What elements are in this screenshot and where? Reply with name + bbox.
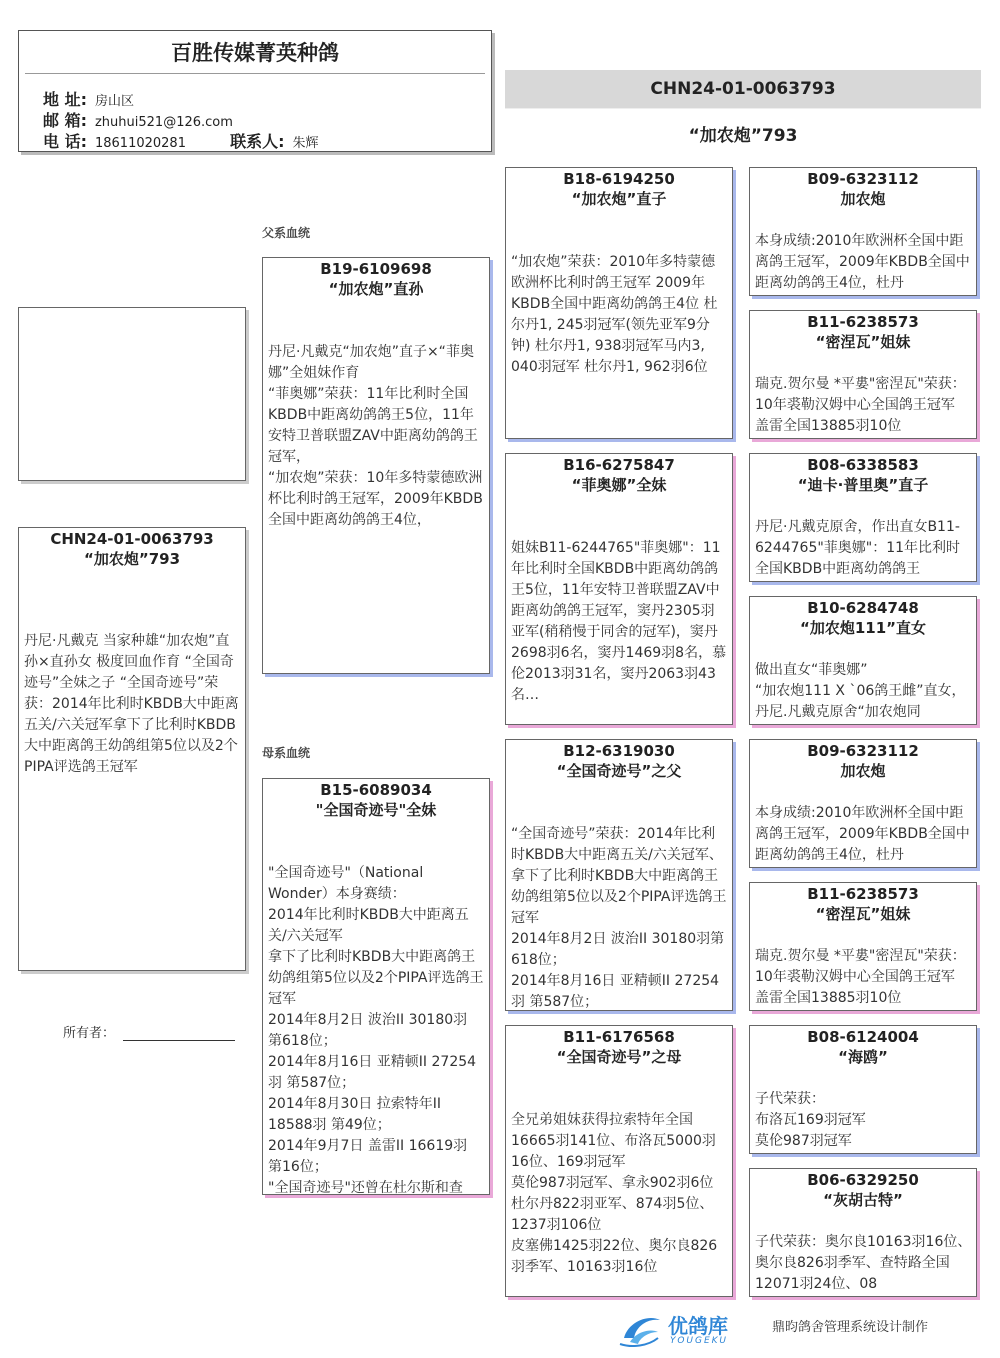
great-grandparent-name: “加农炮111”直女	[799, 619, 927, 637]
owner-signature-line	[123, 1028, 235, 1041]
great-grandparent-description: 子代荣获：奥尔良10163羽16位、奥尔良826羽季军、查特路全国12071羽24位、08	[755, 1234, 972, 1292]
great-grandparent-card	[749, 1025, 977, 1154]
address-value: 房山区	[94, 94, 134, 109]
grandparent-name: “菲奥娜”全妹	[571, 476, 667, 494]
great-grandparent-description: 做出直女“菲奥娜” “加农炮111 X `06鸽王雌”直女，丹尼.凡戴克原舍“加农炮同	[755, 662, 966, 720]
granddam-maternal-card	[505, 1025, 733, 1297]
address-label: 地 址:	[43, 90, 87, 109]
grandparent-ring: B12-6319030	[563, 742, 675, 760]
contact-label: 联系人:	[230, 132, 285, 151]
great-grandparent-description: 本身成绩:2010年欧洲杯全国中距离鸽王冠军，2009年KBDB全国中距离幼鸽鸽王4位，杜丹	[755, 233, 970, 291]
great-grandparent-card	[749, 596, 977, 725]
grandparent-name: “加农炮”直子	[571, 190, 667, 208]
address-row	[43, 87, 134, 110]
dam-name: "全国奇迹号"全妹	[315, 801, 437, 819]
great-grandparent-description: 本身成绩:2010年欧洲杯全国中距离鸽王冠军，2009年KBDB全国中距离幼鸽鸽王4位，杜丹	[755, 805, 970, 863]
grandparent-name: “全国奇迹号”之母	[556, 1048, 682, 1066]
grandparent-description: 全兄弟姐妹获得拉索特年全国16665羽141位、布洛瓦5000羽16位、169羽冠军 莫伦987羽冠军、拿永902羽6位 杜尔丹822羽亚军、874羽5位、1237羽106位 皮塞佛1425羽22位、奥尔良826羽季军、10163羽16位	[511, 1112, 718, 1275]
great-grandparent-name: “密涅瓦”姐妹	[815, 333, 911, 351]
yougeku-logo	[618, 1308, 764, 1350]
dam-ring: B15-6089034	[320, 781, 432, 799]
sire-description: 丹尼·凡戴克“加农炮”直子×“菲奥娜”全姐妹作育 “菲奥娜”荣获：11年比利时全国KBDB中距离幼鸽鸽王5位，11年安特卫普联盟ZAV中距离幼鸽鸽王冠军， “加农炮”荣获：10年多特蒙德欧洲杯比利时鸽王冠军，2009年KBDB全国中距离幼鸽鸽王4位，	[268, 344, 483, 528]
grandparent-ring: B18-6194250	[563, 170, 675, 188]
grandparent-description: 姐妹B11-6244765"菲奥娜"：11年比利时全国KBDB中距离幼鸽鸽王5位，11年安特卫普联盟ZAV中距离幼鸽鸽王冠军，窦丹2305羽亚军(稍稍慢于同舍的冠军)，窦丹2698羽6名，窦丹1469羽8名，慕伦2013羽31名，窦丹2063羽43名…	[511, 540, 727, 703]
banner-divider	[505, 108, 981, 109]
great-grandparent-card	[749, 453, 977, 582]
dam-description: "全国奇迹号"（National Wonder）本身赛绩： 2014年比利时KBDB大中距离五关/六关冠军 拿下了比利时KBDB大中距离鸽王幼鸽组第5位以及2个PIPA评选鸽王冠军 2014年8月2日 波治II 30180羽 第618位； 2014年8月16日 亚精顿II 27254羽 第587位； 2014年8月30日 拉索特年II 18588羽 第49位； 2014年9月7日 盖雷II 16619羽 第16位； "全国奇迹号"还曾在杜尔斯和查	[268, 865, 484, 1195]
great-grandparent-name: “迪卡·普里奥”直子	[797, 476, 929, 494]
grandparent-description: “加农炮”荣获：2010年多特蒙德欧洲杯比利时鸽王冠军 2009年KBDB全国中距离幼鸽鸽王4位 杜尔丹1, 245羽冠军(领先亚军9分钟) 杜尔丹1, 938羽冠军马内3, 040羽冠军 杜尔丹1, 962羽6位	[511, 254, 718, 375]
great-grandparent-description: 丹尼·凡戴克原舍，作出直女B11-6244765"菲奥娜"：11年比利时全国KBDB中距离幼鸽鸽王	[755, 519, 961, 577]
subject-card-ring: CHN24-01-0063793	[50, 530, 214, 548]
bird-swirl-icon	[618, 1308, 664, 1348]
phone-value: 18611020281	[94, 136, 186, 151]
footer-credit: 鼎昀鸽舍管理系统设计制作	[772, 1320, 929, 1335]
owner-label: 所有者：	[63, 1026, 116, 1041]
grandparent-ring: B11-6176568	[563, 1028, 675, 1046]
great-grandparent-name: “海鸥”	[838, 1048, 888, 1066]
email-row	[43, 108, 233, 131]
great-grandparent-ring: B09-6323112	[807, 742, 919, 760]
great-grandparent-ring: B06-6329250	[807, 1171, 919, 1189]
grandparent-ring: B16-6275847	[563, 456, 675, 474]
subject-card-name: “加农炮”793	[83, 550, 181, 568]
breeder-title: 百胜传媒菁英种鸽	[171, 41, 339, 65]
pigeon-photo-frame	[18, 307, 246, 481]
great-grandparent-ring: B09-6323112	[807, 170, 919, 188]
great-grandparent-name: 加农炮	[840, 762, 886, 780]
logo-subtext: YOUGEKU	[670, 1336, 729, 1346]
subject-card-description: 丹尼·凡戴克 当家种雄“加农炮”直孙×直孙女 极度回血作育 “全国奇迹号”全妹之子 “全国奇迹号”荣获：2014年比利时KBDB大中距离五关/六关冠军拿下了比利时KBDB大中距离鸽王幼鸽组第5位以及2个PIPA评选鸽王冠军	[24, 633, 239, 775]
great-grandparent-description: 瑞克.贺尔曼 *平婁"密涅瓦"荣获：10年裘勒汉姆中心全国鸽王冠军 盖雷全国13885羽10位	[755, 376, 966, 434]
great-grandparent-card	[749, 739, 977, 868]
dam-card	[262, 778, 490, 1195]
sire-card	[262, 257, 490, 674]
subject-card	[18, 527, 246, 971]
great-grandparent-card	[749, 167, 977, 296]
great-grandparent-name: “密涅瓦”姐妹	[815, 905, 911, 923]
header-divider	[25, 73, 485, 74]
great-grandparent-card	[749, 882, 977, 1011]
sire-line-label: 父系血统	[262, 226, 311, 240]
great-grandparent-card	[749, 310, 977, 439]
great-grandparent-ring: B10-6284748	[807, 599, 919, 617]
great-grandparent-ring: B08-6124004	[807, 1028, 919, 1046]
grandsire-maternal-card	[505, 739, 733, 1011]
contact-value: 朱辉	[292, 136, 319, 151]
great-grandparent-description: 子代荣获： 布洛瓦169羽冠军 莫伦987羽冠军	[755, 1091, 866, 1149]
grandparent-name: “全国奇迹号”之父	[556, 762, 682, 780]
great-grandparent-card	[749, 1168, 977, 1297]
subject-name: “加农炮”793	[688, 126, 798, 146]
great-grandparent-ring: B08-6338583	[807, 456, 919, 474]
logo-text: 优鸽库	[668, 1314, 728, 1338]
great-grandparent-name: “灰胡古特”	[823, 1191, 903, 1209]
email-value: zhuhui521@126.com	[94, 115, 233, 130]
owner-field	[63, 1022, 235, 1041]
email-label: 邮 箱:	[43, 111, 87, 130]
granddam-paternal-card	[505, 453, 733, 725]
phone-label: 电 话:	[43, 132, 87, 151]
breeder-info-box	[18, 30, 492, 152]
dam-line-label: 母系血统	[262, 746, 311, 760]
phone-row	[43, 129, 319, 152]
great-grandparent-description: 瑞克.贺尔曼 *平婁"密涅瓦"荣获：10年裘勒汉姆中心全国鸽王冠军 盖雷全国13885羽10位	[755, 948, 966, 1006]
great-grandparent-ring: B11-6238573	[807, 313, 919, 331]
grandsire-paternal-card	[505, 167, 733, 439]
grandparent-description: “全国奇迹号”荣获：2014年比利时KBDB大中距离五关/六关冠军、拿下了比利时KBDB大中距离鸽王幼鸽组第5位以及2个PIPA评选鸽王冠军 2014年8月2日 波治II 30180羽第618位； 2014年8月16日 亚精顿II 27254羽 第587位；	[511, 826, 727, 1010]
great-grandparent-name: 加农炮	[840, 190, 886, 208]
sire-name: “加农炮”直孙	[328, 280, 424, 298]
subject-ring-banner: CHN24-01-0063793	[505, 70, 981, 108]
great-grandparent-ring: B11-6238573	[807, 885, 919, 903]
sire-ring: B19-6109698	[320, 260, 432, 278]
